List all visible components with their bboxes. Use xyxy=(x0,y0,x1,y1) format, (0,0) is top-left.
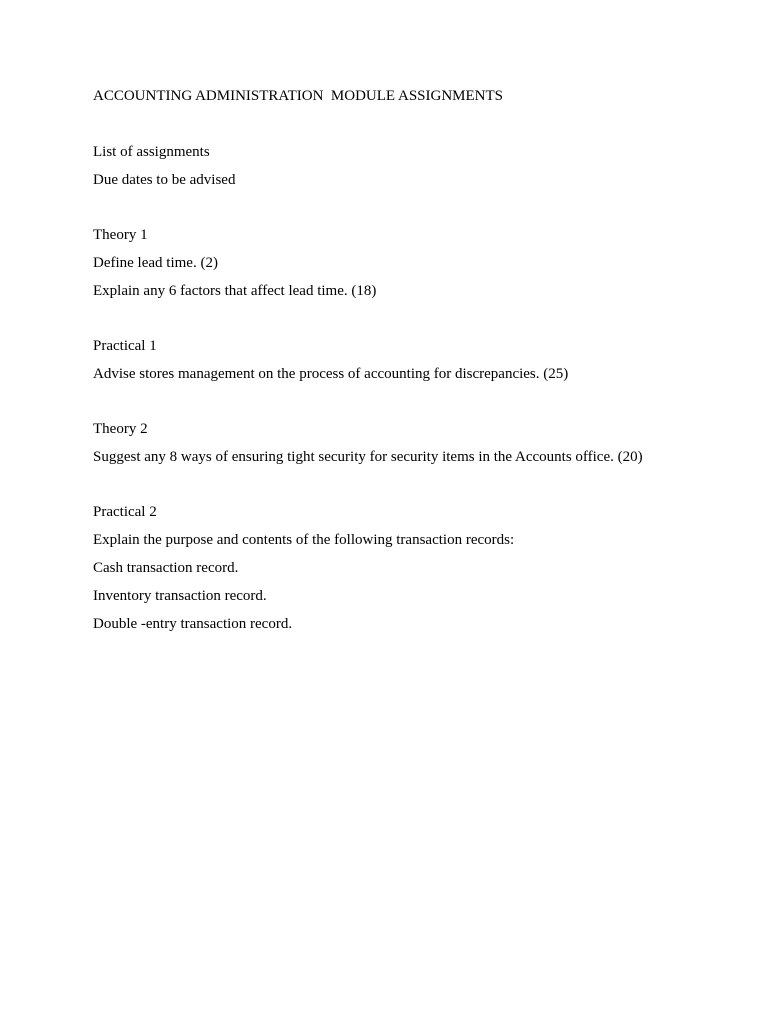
section-line: Explain any 6 factors that affect lead time. (18) xyxy=(93,283,377,299)
section-line: Define lead time. (2) xyxy=(93,255,218,271)
section-line: Advise stores management on the process of accounting for discrepancies. (25) xyxy=(93,366,569,382)
section-heading: Theory 2 xyxy=(93,421,148,437)
section-practical-1 xyxy=(93,336,733,384)
section-heading: Theory 1 xyxy=(93,227,148,243)
intro-line-due-dates: Due dates to be advised xyxy=(93,172,236,188)
section-theory-2 xyxy=(93,419,733,467)
section-line: Inventory transaction record. xyxy=(93,588,267,604)
section-line: Suggest any 8 ways of ensuring tight security for security items in the Accounts office. (20) xyxy=(93,449,643,465)
section-line: Cash transaction record. xyxy=(93,560,239,576)
intro-line-list: List of assignments xyxy=(93,144,210,160)
section-line: Explain the purpose and contents of the following transaction records: xyxy=(93,532,515,548)
section-heading: Practical 2 xyxy=(93,504,157,520)
document-title: ACCOUNTING ADMINISTRATION MODULE ASSIGNMENTS xyxy=(93,88,504,104)
section-heading: Practical 1 xyxy=(93,338,157,354)
section-practical-2 xyxy=(93,502,733,634)
section-theory-1 xyxy=(93,225,733,301)
section-line: Double -entry transaction record. xyxy=(93,616,293,632)
document-body xyxy=(93,86,733,634)
